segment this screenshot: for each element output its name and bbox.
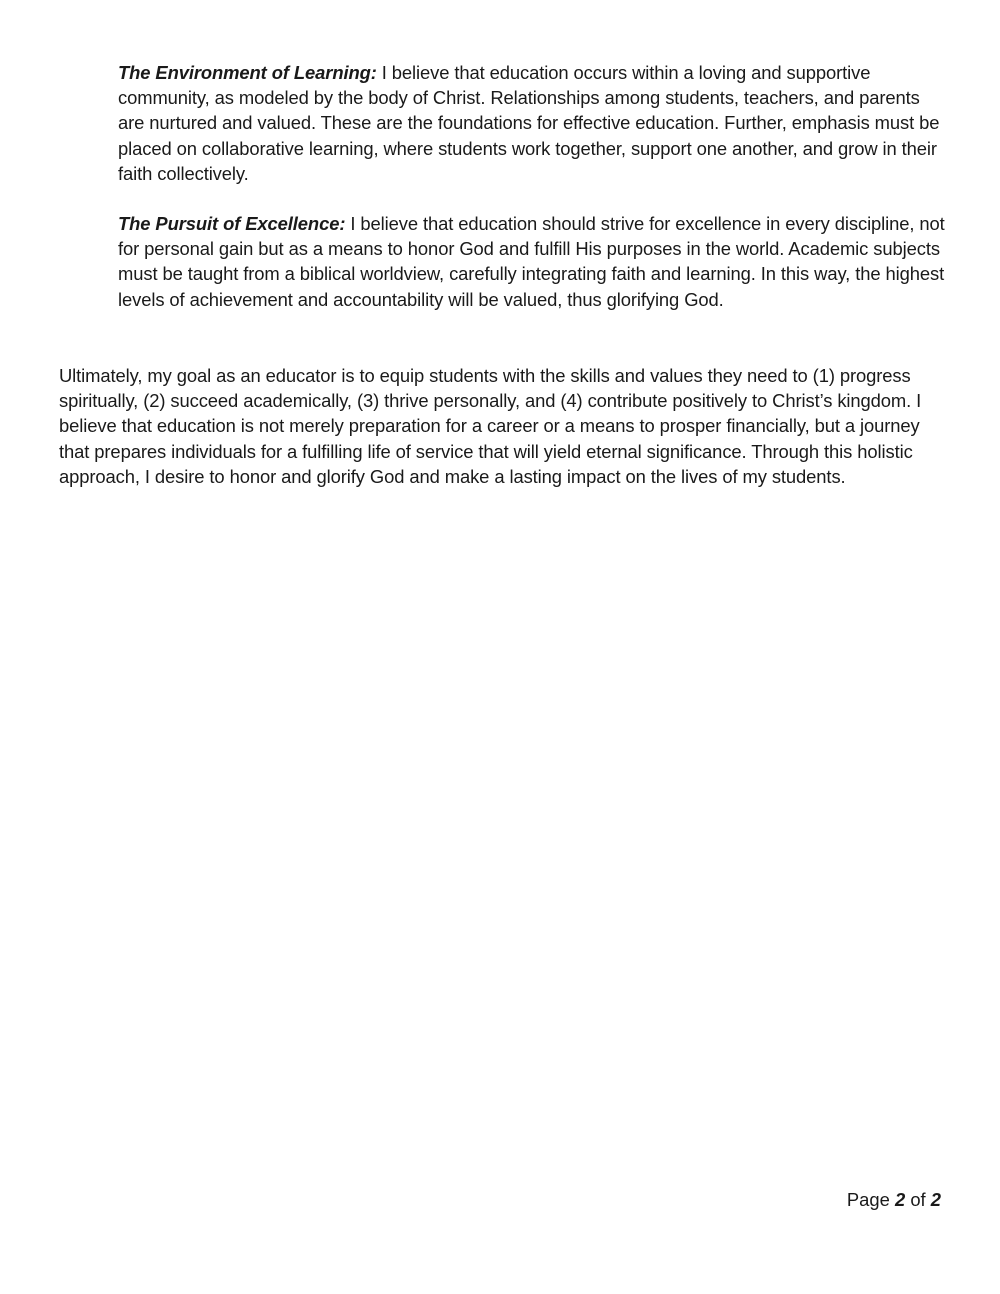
- section-body: I believe that education should strive for excellence in every discipline, not for personal gain but as a means to honor God and fulfill His purposes in the world. Academic subjects must be taught from a biblical worldview, carefully integrating faith and learning. In this way, the highest levels of achievement and accountability will be valued, thus glorifying God.: [118, 213, 945, 310]
- section-body: I believe that education occurs within a loving and supportive community, as modeled by the body of Christ. Relationships among students, teachers, and parents are nurtured and valued. These are the foundations for effective education. Further, emphasis must be placed on collaborative learning, where students work together, support one another, and grow in their faith collectively.: [118, 62, 940, 184]
- page-label: Page: [846, 1189, 895, 1210]
- page-number-footer: [847, 1187, 941, 1212]
- conclusion-paragraph: Ultimately, my goal as an educator is to equip students with the skills and values they need to (1) progress spiritually, (2) succeed academically, (3) thrive personally, and (4) contribute positively to Christ’s kingdom. I believe that education is not merely preparation for a career or a means to prosper financially, but a journey that prepares individuals for a fulfilling life of service that will yield eternal significance. Through this holistic approach, I desire to honor and glorify God and make a lasting impact on the lives of my students.: [59, 365, 922, 487]
- section-pursuit-of-excellence: [118, 211, 948, 312]
- current-page-number: 2: [894, 1189, 906, 1210]
- total-pages-number: 2: [930, 1189, 941, 1210]
- section-environment-of-learning: [118, 60, 948, 186]
- section-heading: The Pursuit of Excellence:: [118, 213, 346, 234]
- of-label: of: [905, 1189, 931, 1210]
- section-heading: The Environment of Learning:: [118, 62, 377, 83]
